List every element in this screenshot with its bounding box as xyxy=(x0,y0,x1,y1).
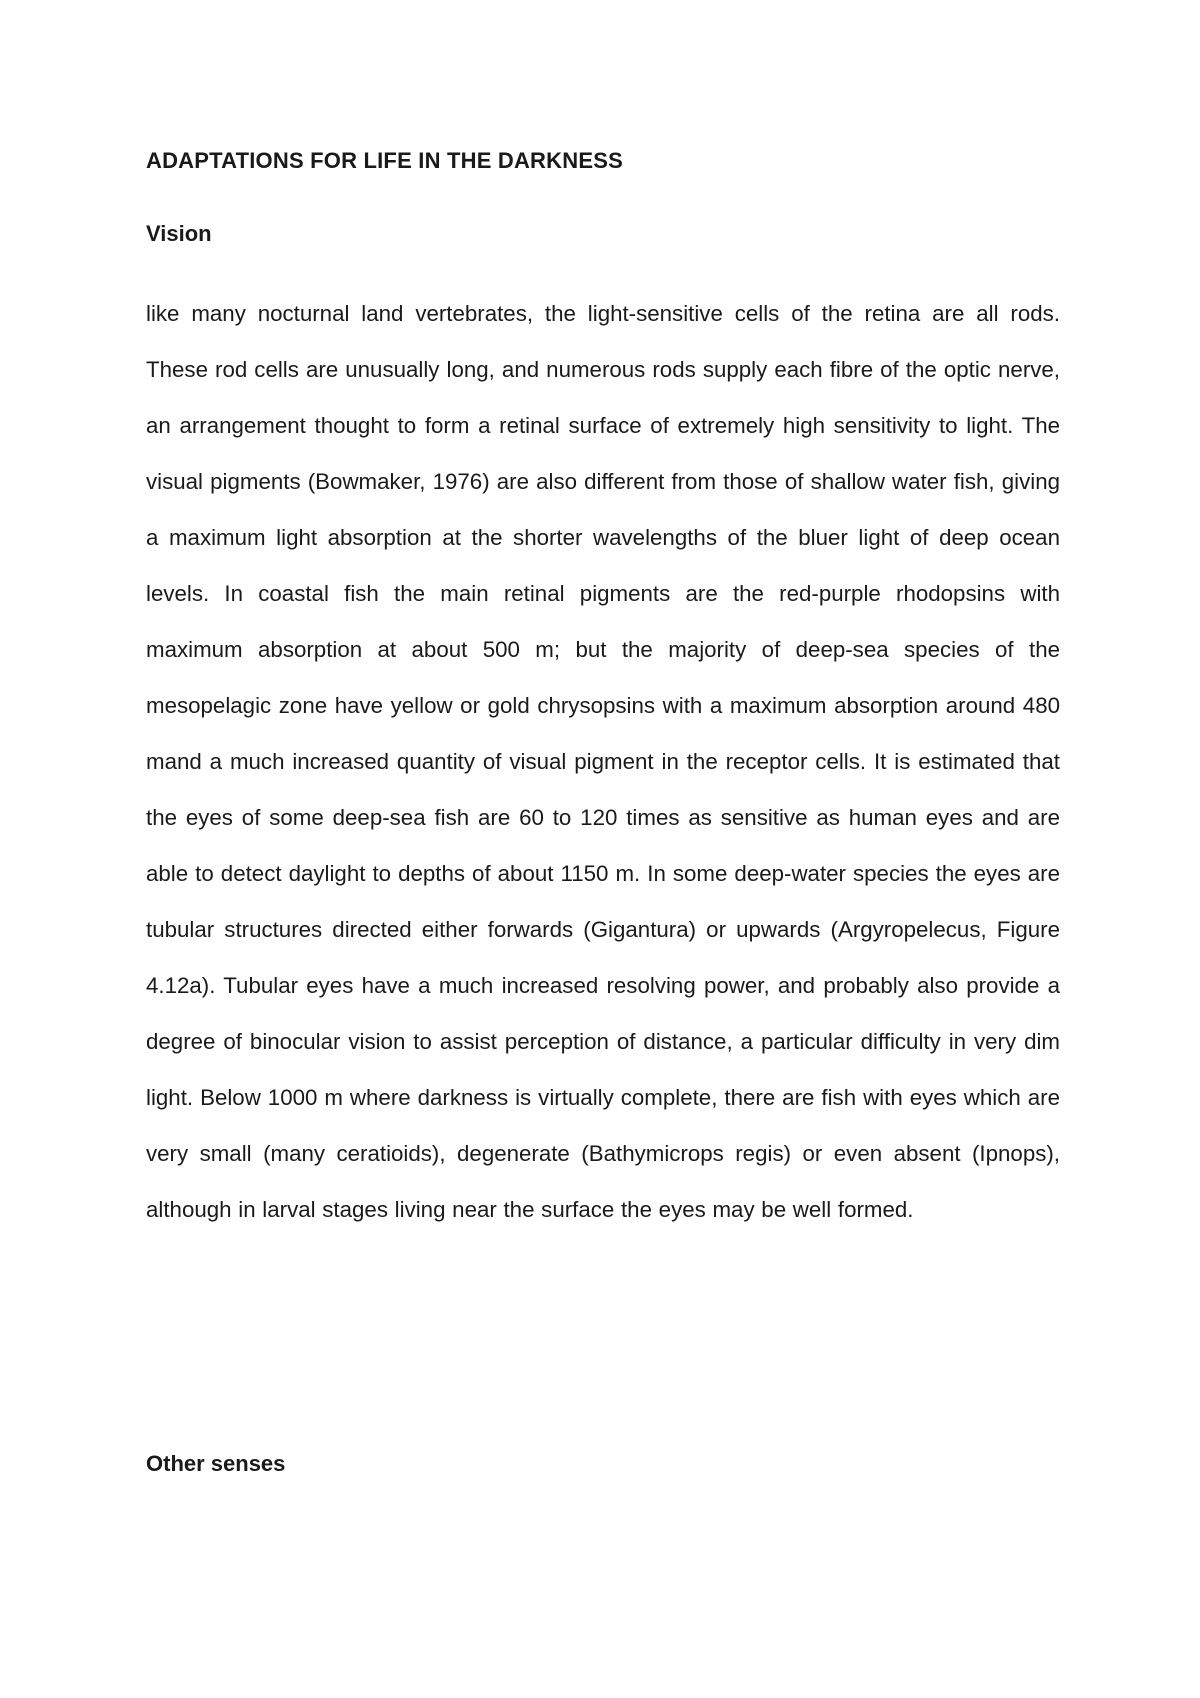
section-heading-vision: Vision xyxy=(146,221,212,246)
document-title: ADAPTATIONS FOR LIFE IN THE DARKNESS xyxy=(146,148,623,173)
section-heading-other-senses: Other senses xyxy=(146,1451,286,1476)
vision-paragraph: like many nocturnal land vertebrates, the light-sensitive cells of the retina are all rods. These rod cells are unusually long, and numerous rods supply each fibre of the optic nerve, an arrangement thought to form a retinal surface of extremely high sensitivity to light. The visual pigments (Bowmaker, 1976) are also different from those of shallow water fish, giving a maximum light absorption at the shorter wavelengths of the bluer light of deep ocean levels. In coastal fish the main retinal pigments are the red-purple rhodopsins with maximum absorption at about 500 m; but the majority of deep-sea species of the mesopelagic zone have yellow or gold chrysopsins with a maximum absorption around 480 mand a much increased quantity of visual pigment in the receptor cells. It is estimated that the eyes of some deep-sea fish are 60 to 120 times as sensitive as human eyes and are able to detect daylight to depths of about 1150 m. In some deep-water species the eyes are tubular structures directed either forwards (Gigantura) or upwards (Argyropelecus, Figure 4.12a). Tubular eyes have a much increased resolving power, and probably also provide a degree of binocular vision to assist perception of distance, a particular difficulty in very dim light. Below 1000 m where darkness is virtually complete, there are fish with eyes which are very small (many ceratioids), degenerate (Bathymicrops regis) or even absent (Ipnops), although in larval stages living near the surface the eyes may be well formed. xyxy=(146,301,1060,1222)
